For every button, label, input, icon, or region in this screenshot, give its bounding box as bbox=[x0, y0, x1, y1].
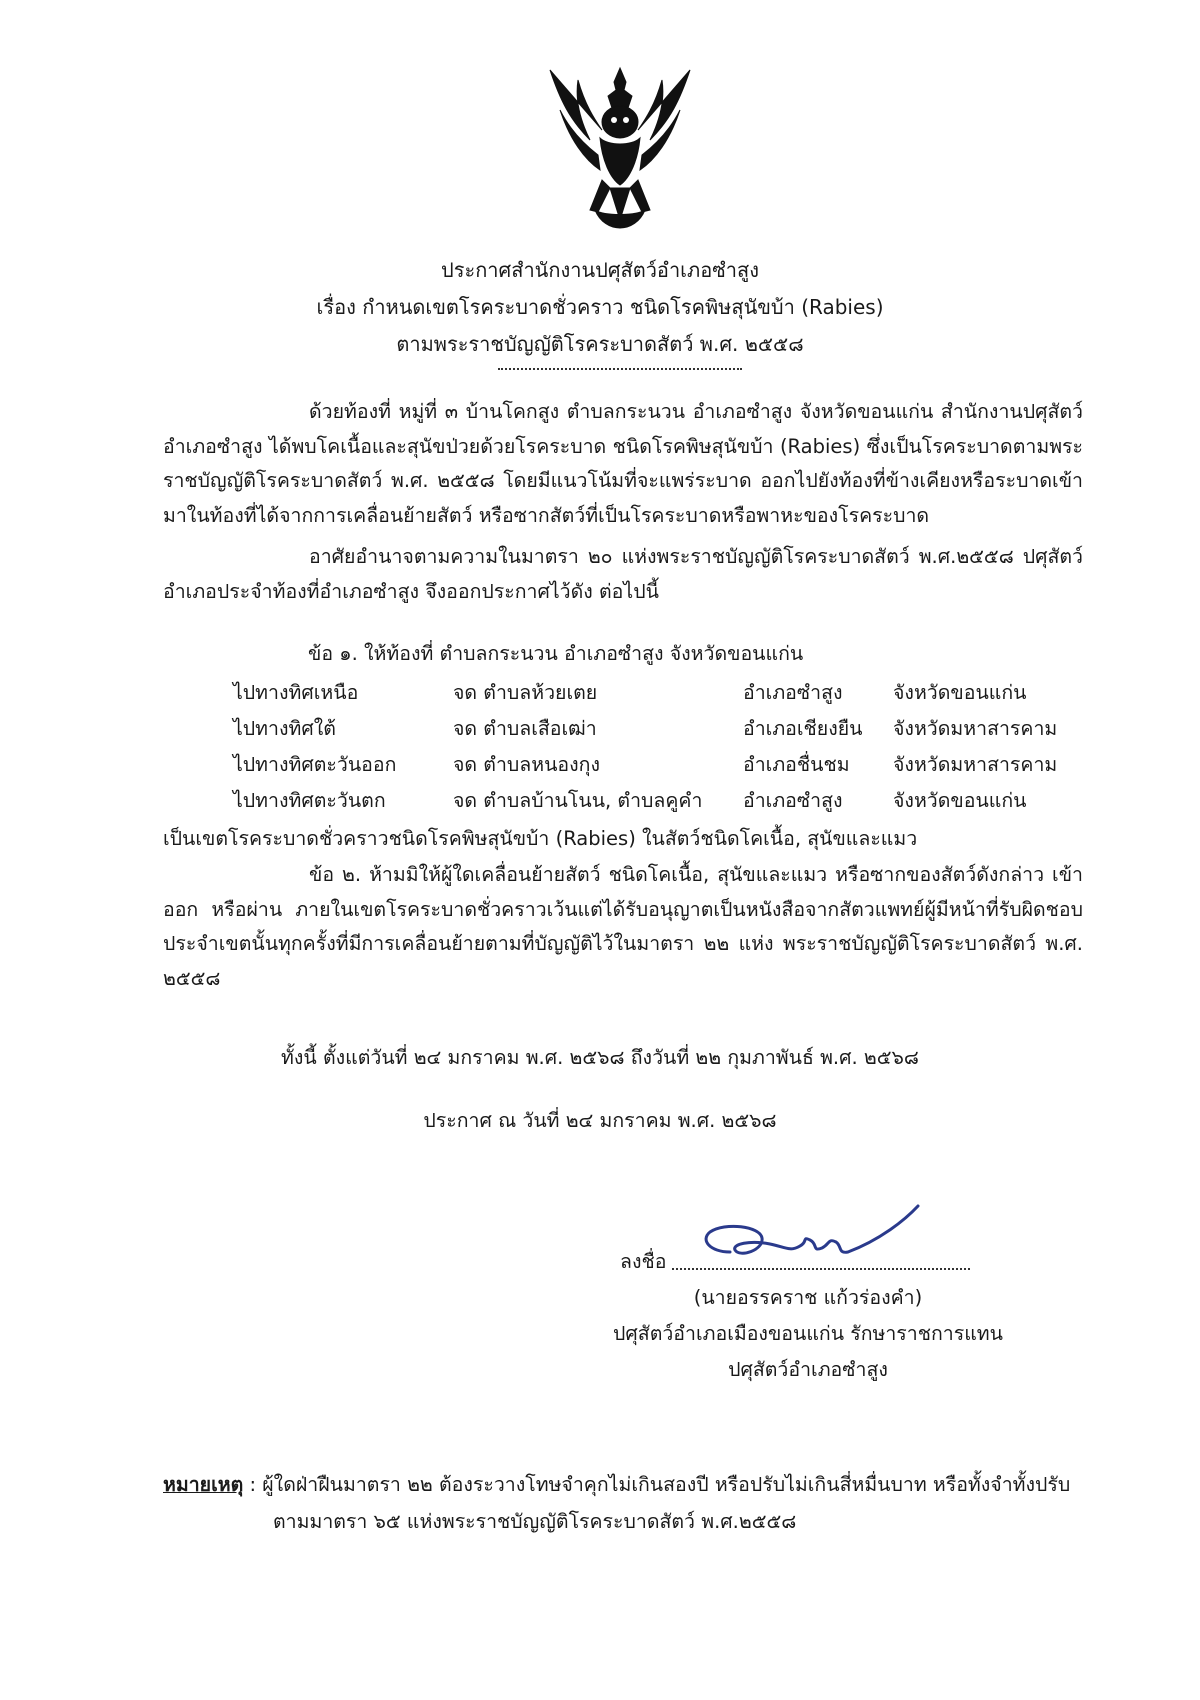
boundary-district: อำเภอชื่นชม bbox=[743, 752, 850, 776]
document-header bbox=[0, 252, 1200, 363]
boundary-row bbox=[233, 746, 1083, 782]
clause2-paragraph: ข้อ ๒. ห้ามมิให้ผู้ใดเคลื่อนย้ายสัตว์ ชนิดโคเนื้อ, สุนัขและแมว หรือซากของสัตว์ดังกล่าว เข้า ออก หรือผ่าน ภายในเขตโรคระบาดชั่วคราวเว้นแต่ได้รับอนุญาตเป็นหนังสือจากสัตวแพทย์ผู้มีหน้าที่รับผิดชอบประจำเขตนั้นทุกครั้งที่มีการเคลื่อนย้ายตามที่บัญญัติไว้ในมาตรา ๒๒ แห่ง พระราชบัญญัติโรคระบาดสัตว์ พ.ศ. ๒๕๕๘ bbox=[163, 863, 1083, 990]
boundary-province: จังหวัดขอนแก่น bbox=[893, 788, 1027, 812]
clause1-heading: ข้อ ๑. ให้ท้องที่ ตำบลกระนวน อำเภอซำสูง จังหวัดขอนแก่น bbox=[308, 642, 804, 665]
header-agency: ประกาศสำนักงานปศุสัตว์อำเภอซำสูง bbox=[441, 258, 759, 282]
garuda-emblem-icon bbox=[540, 60, 700, 235]
boundary-direction: ไปทางทิศใต้ bbox=[233, 716, 336, 740]
boundary-subdistrict: จด ตำบลเสือเฒ่า bbox=[453, 716, 597, 740]
boundary-direction: ไปทางทิศเหนือ bbox=[233, 680, 359, 704]
boundary-subdistrict: จด ตำบลหนองกุง bbox=[453, 752, 600, 776]
boundary-subdistrict: จด ตำบลห้วยเตย bbox=[453, 680, 598, 704]
boundary-district: อำเภอเชียงยืน bbox=[743, 716, 863, 740]
boundary-province: จังหวัดมหาสารคาม bbox=[893, 752, 1058, 776]
signature-block bbox=[560, 1200, 1040, 1388]
clause1-summary: เป็นเขตโรคระบาดชั่วคราวชนิดโรคพิษสุนัขบ้า (Rabies) ในสัตว์ชนิดโคเนื้อ, สุนัขและแมว bbox=[163, 827, 918, 850]
legal-note bbox=[163, 1466, 1083, 1540]
signature-label: ลงชื่อ bbox=[620, 1250, 667, 1273]
header-subject: เรื่อง กำหนดเขตโรคระบาดชั่วคราว ชนิดโรคพิษสุนัขบ้า (Rabies) bbox=[316, 295, 884, 319]
effective-period: ทั้งนี้ ตั้งแต่วันที่ ๒๔ มกราคม พ.ศ. ๒๕๖๘ ถึงวันที่ ๒๒ กุมภาพันธ์ พ.ศ. ๒๕๖๘ bbox=[281, 1046, 919, 1069]
boundary-row bbox=[233, 674, 1083, 710]
boundary-province: จังหวัดมหาสารคาม bbox=[893, 716, 1058, 740]
intro-paragraph: ด้วยท้องที่ หมู่ที่ ๓ บ้านโคกสูง ตำบลกระนวน อำเภอซำสูง จังหวัดขอนแก่น สำนักงานปศุสัตว์อำเภอซำสูง ได้พบโคเนื้อและสุนัขป่วยด้วยโรคระบาด ชนิดโรคพิษสุนัขบ้า (Rabies) ซึ่งเป็นโรคระบาดตามพระราชบัญญัติโรคระบาดสัตว์ พ.ศ. ๒๕๕๘ โดยมีแนวโน้มที่จะแพร่ระบาด ออกไปยังท้องที่ข้างเคียงหรือระบาดเข้ามาในท้องที่ได้จากการเคลื่อนย้ายสัตว์ หรือซากสัตว์ที่เป็นโรคระบาดหรือพาหะของโรคระบาด bbox=[163, 400, 1083, 527]
boundary-district: อำเภอซำสูง bbox=[743, 680, 843, 704]
note-text-continued: ตามมาตรา ๖๕ แห่งพระราชบัญญัติโรคระบาดสัตว์ พ.ศ.๒๕๕๘ bbox=[273, 1510, 797, 1533]
boundary-table bbox=[233, 674, 1083, 818]
signature-line bbox=[560, 1200, 1040, 1280]
boundary-row bbox=[233, 782, 1083, 818]
header-law: ตามพระราชบัญญัติโรคระบาดสัตว์ พ.ศ. ๒๕๕๘ bbox=[396, 332, 804, 356]
signer-acting-position: ปศุสัตว์อำเภอซำสูง bbox=[728, 1358, 888, 1381]
note-text: : ผู้ใดฝ่าฝืนมาตรา ๒๒ ต้องระวางโทษจำคุกไม่เกินสองปี หรือปรับไม่เกินสี่หมื่นบาท หรือทั้งจำทั้งปรับ bbox=[243, 1473, 1071, 1496]
boundary-direction: ไปทางทิศตะวันออก bbox=[233, 752, 397, 776]
header-divider bbox=[498, 368, 742, 370]
boundary-row bbox=[233, 710, 1083, 746]
handwritten-signature bbox=[690, 1200, 920, 1280]
authority-paragraph: อาศัยอำนาจตามความในมาตรา ๒๐ แห่งพระราชบัญญัติโรคระบาดสัตว์ พ.ศ.๒๕๕๘ ปศุสัตว์อำเภอประจำท้องที่อำเภอซำสูง จึงออกประกาศไว้ดัง ต่อไปนี้ bbox=[163, 545, 1083, 603]
note-label: หมายเหตุ bbox=[163, 1473, 244, 1496]
boundary-district: อำเภอซำสูง bbox=[743, 788, 843, 812]
boundary-subdistrict: จด ตำบลบ้านโนน, ตำบลคูคำ bbox=[453, 788, 703, 812]
boundary-province: จังหวัดขอนแก่น bbox=[893, 680, 1027, 704]
boundary-direction: ไปทางทิศตะวันตก bbox=[233, 788, 386, 812]
signer-position: ปศุสัตว์อำเภอเมืองขอนแก่น รักษาราชการแทน bbox=[613, 1322, 1003, 1345]
announcement-date: ประกาศ ณ วันที่ ๒๔ มกราคม พ.ศ. ๒๕๖๘ bbox=[423, 1109, 777, 1132]
signer-name: (นายอรรคราช แก้วร่องคำ) bbox=[693, 1286, 923, 1309]
